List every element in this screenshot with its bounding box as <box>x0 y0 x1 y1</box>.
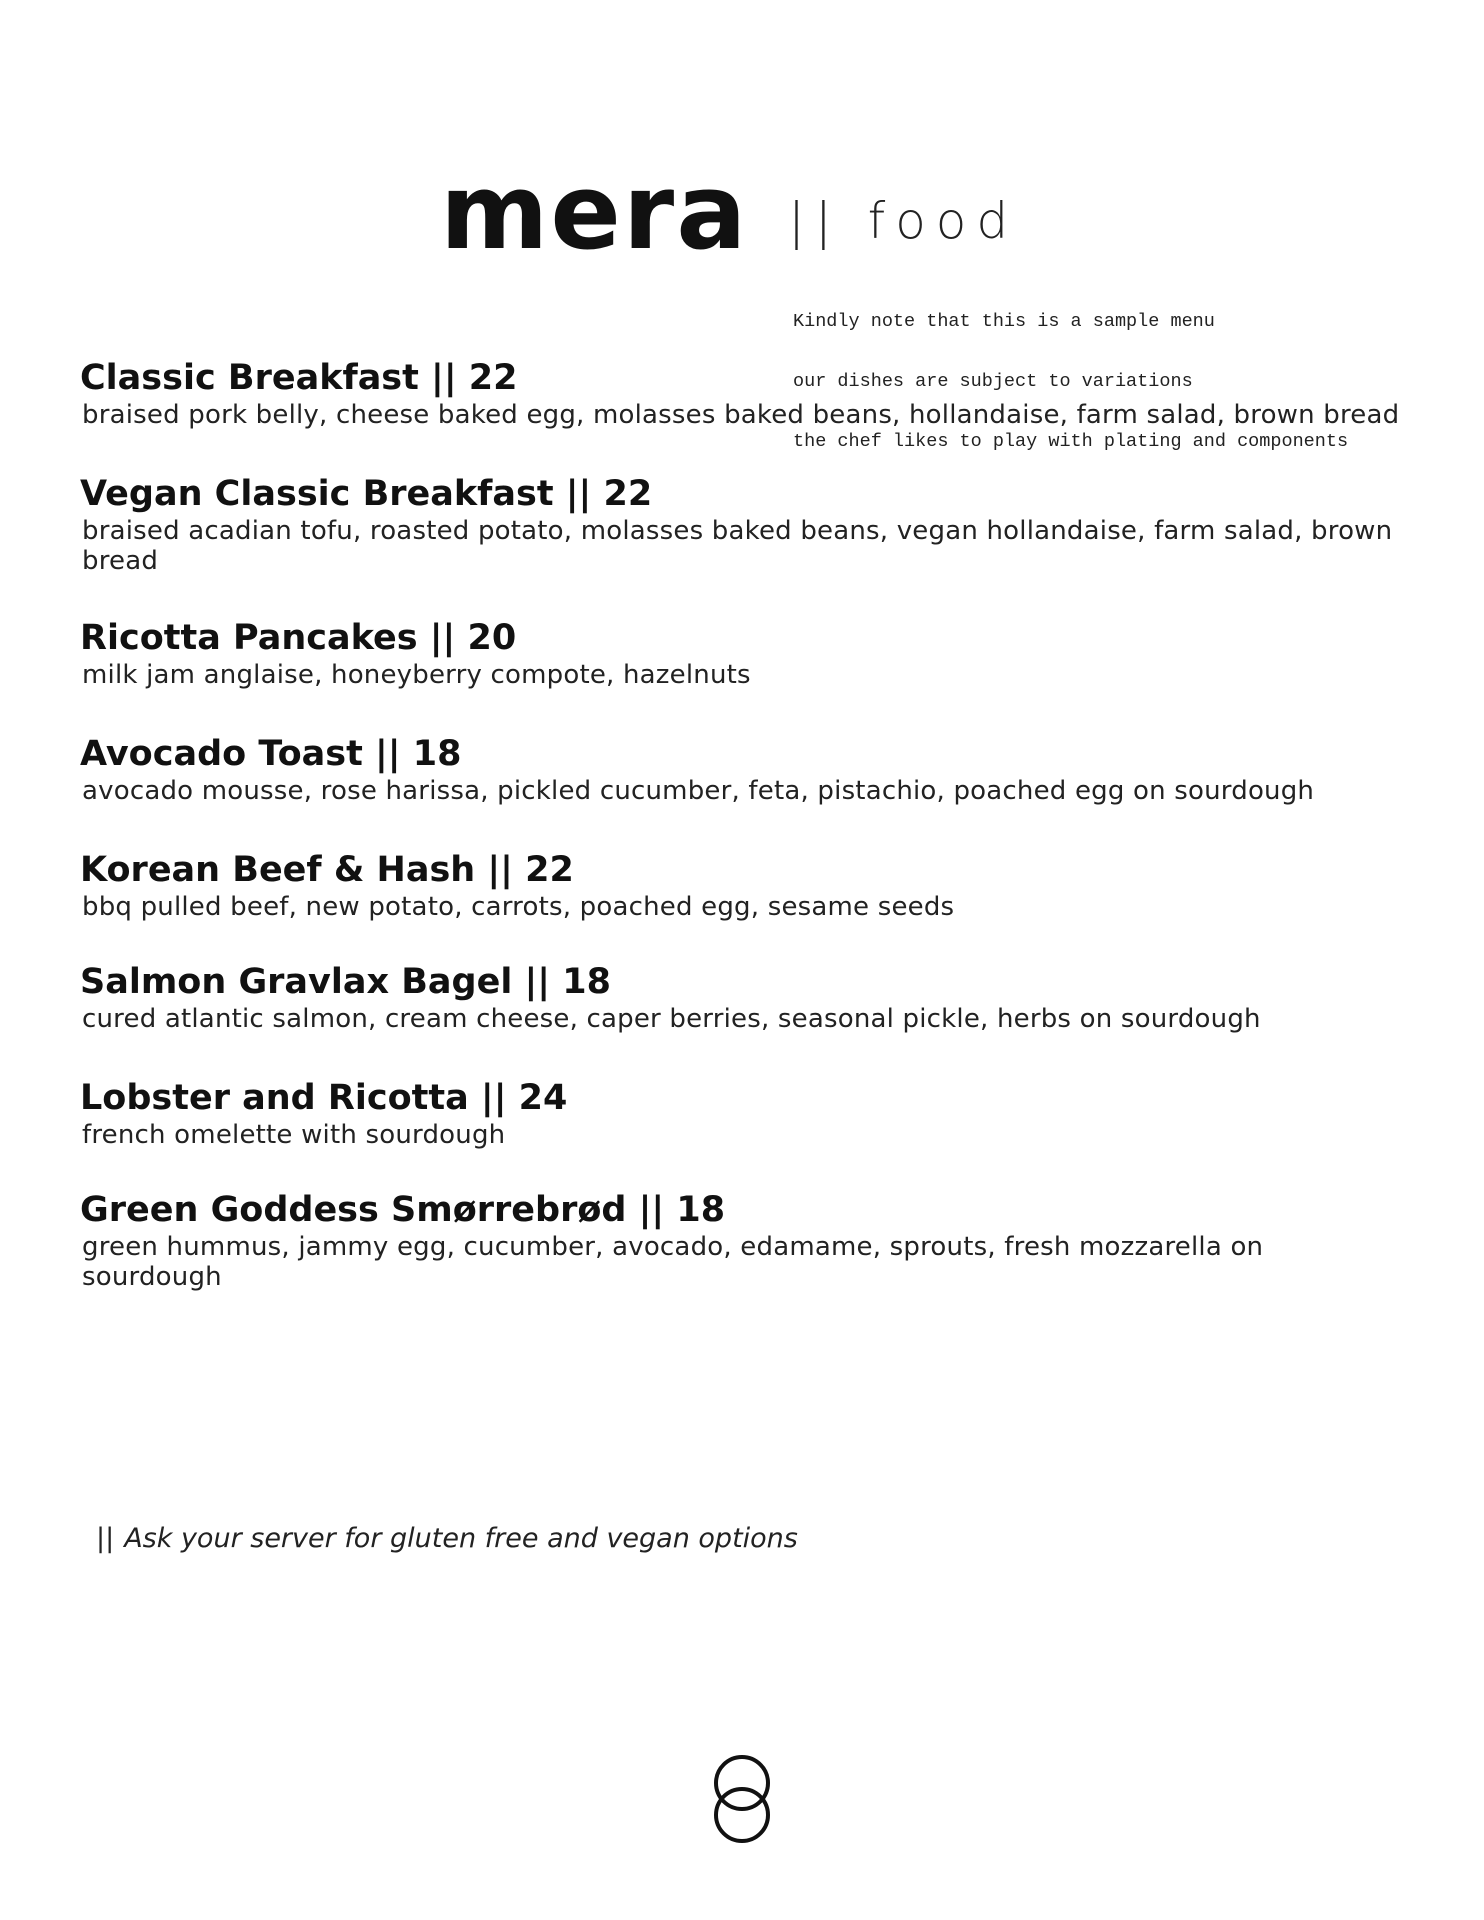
mera-logo: mera <box>440 151 749 273</box>
menu-item-ricotta-pancakes <box>80 616 1410 690</box>
menu-item-lobster-and-ricotta <box>80 1076 1410 1150</box>
footnote-separator: || <box>96 1523 115 1554</box>
menu-item-description: braised acadian tofu, roasted potato, molasses baked beans, vegan hollandaise, farm salad, brown bread <box>82 516 1393 576</box>
menu-item-classic-breakfast <box>80 356 1410 430</box>
menu-item-title: Lobster and Ricotta || 24 <box>80 1078 568 1118</box>
menu-item-description: cured atlantic salmon, cream cheese, caper berries, seasonal pickle, herbs on sourdough <box>82 1004 1261 1034</box>
menu-item-salmon-gravlax-bagel <box>80 960 1410 1034</box>
menu-item-title: Salmon Gravlax Bagel || 18 <box>80 962 611 1002</box>
menu-list <box>80 356 1410 1292</box>
menu-item-description: braised pork belly, cheese baked egg, molasses baked beans, hollandaise, farm salad, brown bread <box>82 400 1400 430</box>
section-label-food: || food <box>788 192 1019 250</box>
menu-item-vegan-classic-breakfast <box>80 472 1410 576</box>
note-line: our dishes are subject to variations <box>793 371 1193 392</box>
menu-item-description: french omelette with sourdough <box>82 1120 506 1150</box>
menu-item-description: green hummus, jammy egg, cucumber, avocado, edamame, sprouts, fresh mozzarella on sourdough <box>82 1232 1264 1292</box>
double-circle-emblem-icon <box>710 1754 774 1844</box>
footnote-text: Ask your server for gluten free and vegan options <box>124 1523 798 1554</box>
menu-item-title: Korean Beef & Hash || 22 <box>80 850 574 890</box>
menu-item-green-goddess-smorrebrod <box>80 1188 1410 1292</box>
note-line: Kindly note that this is a sample menu <box>793 311 1215 332</box>
menu-item-description: milk jam anglaise, honeyberry compote, hazelnuts <box>82 660 751 690</box>
menu-item-description: avocado mousse, rose harissa, pickled cucumber, feta, pistachio, poached egg on sourdough <box>82 776 1315 806</box>
menu-item-avocado-toast <box>80 732 1410 806</box>
dietary-options-note <box>96 1522 798 1556</box>
menu-item-title: Vegan Classic Breakfast || 22 <box>80 474 653 514</box>
menu-item-title: Ricotta Pancakes || 20 <box>80 618 517 658</box>
note-line: the chef likes to play with plating and components <box>793 431 1349 452</box>
menu-item-title: Classic Breakfast || 22 <box>80 358 518 398</box>
menu-item-title: Green Goddess Smørrebrød || 18 <box>80 1190 726 1230</box>
menu-item-title: Avocado Toast || 18 <box>80 734 462 774</box>
menu-item-korean-beef-hash <box>80 848 1410 922</box>
menu-item-description: bbq pulled beef, new potato, carrots, poached egg, sesame seeds <box>82 892 955 922</box>
